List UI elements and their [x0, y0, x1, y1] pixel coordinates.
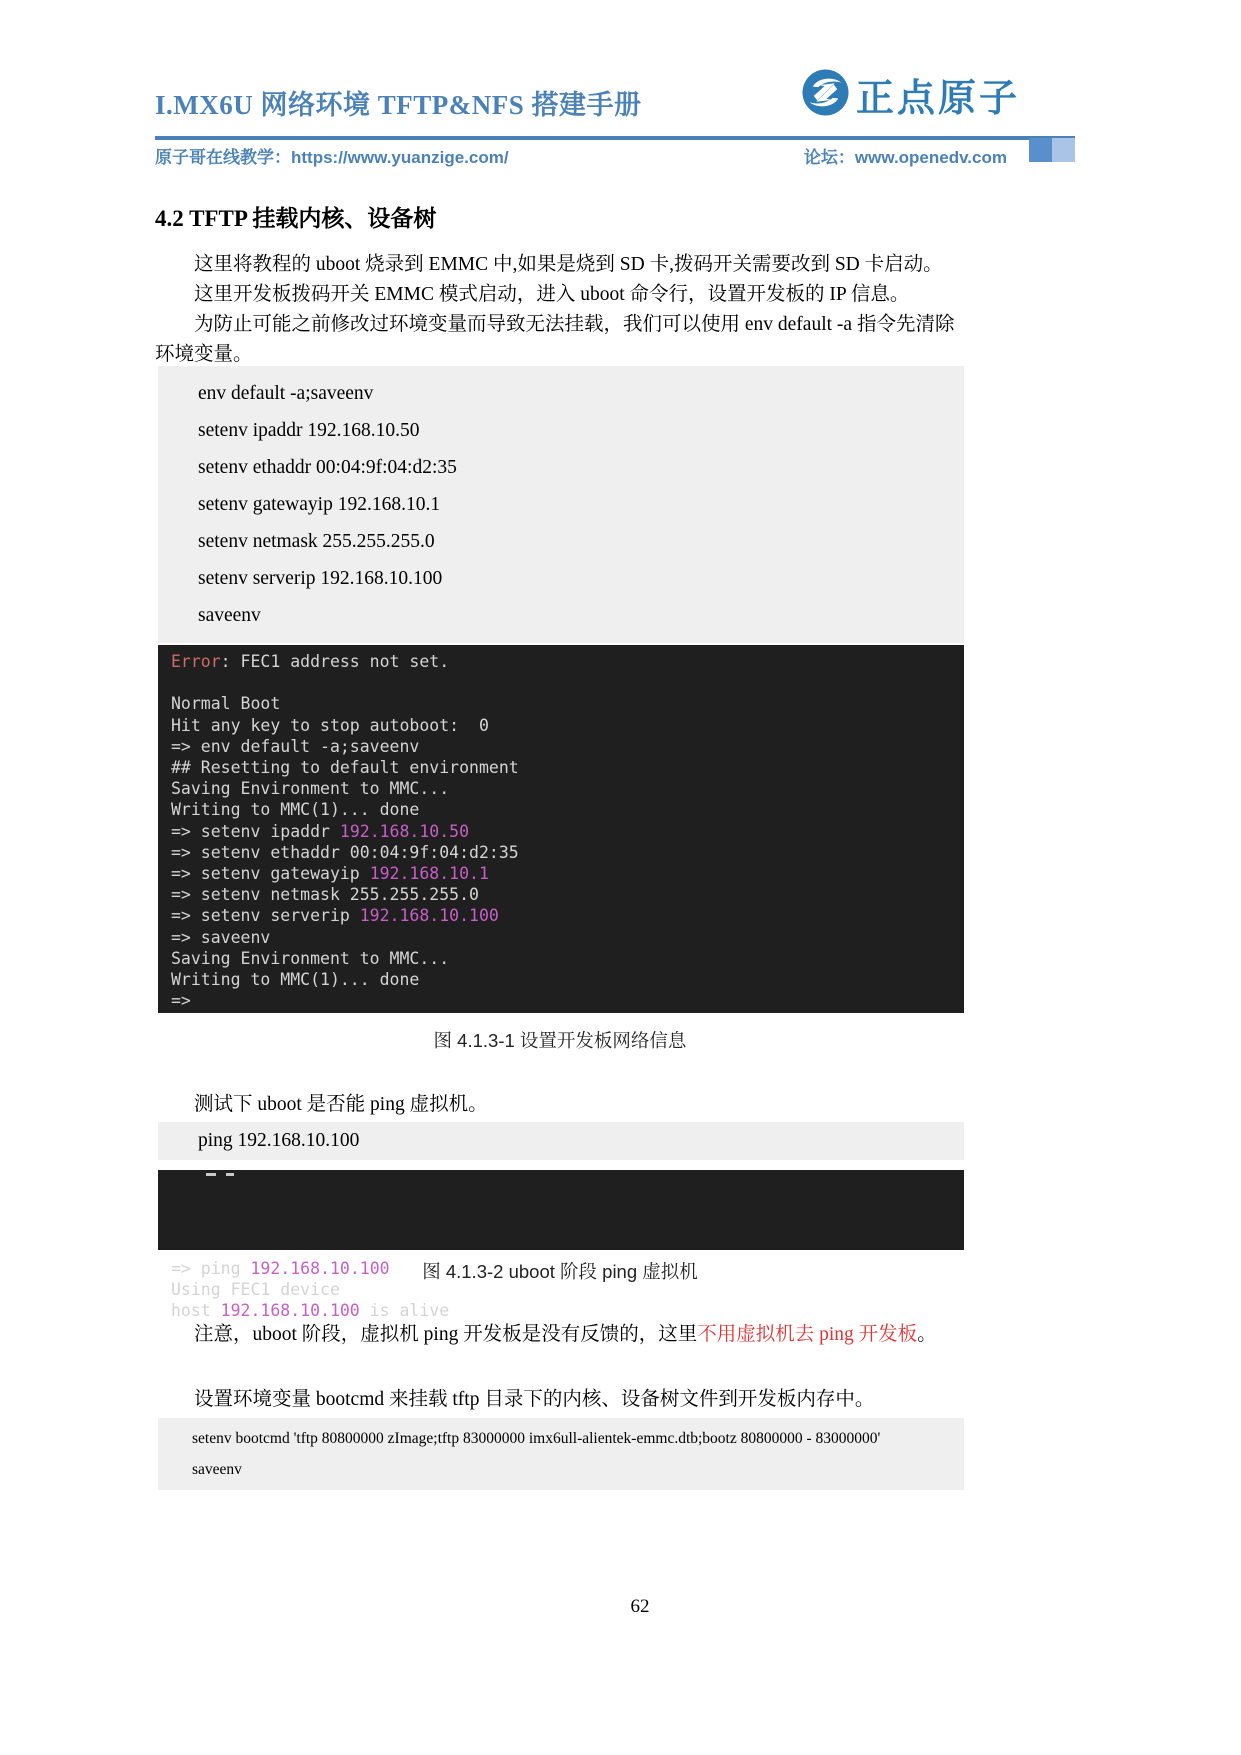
terminal-line: Saving Environment to MMC... [171, 948, 450, 968]
zdyz-logo-icon [802, 69, 849, 121]
terminal-screenshot-env [158, 645, 964, 1013]
section-heading: 4.2 TFTP 挂载内核、设备树 [155, 206, 437, 231]
note-suffix: 。 [917, 1324, 937, 1345]
terminal-line: Writing to MMC(1)... done [171, 970, 420, 990]
page-number: 62 [630, 1596, 650, 1617]
page-header [155, 72, 1075, 167]
figure-caption-1: 图 4.1.3-1 设置开发板网络信息 [433, 1030, 687, 1051]
terminal-clipped-line-artifact [206, 1173, 216, 1176]
forum-label: 论坛： [803, 148, 855, 167]
yuanzige-link[interactable]: https://www.yuanzige.com/ [291, 148, 509, 167]
brand-logo [802, 67, 1020, 122]
terminal-line: Error: FEC1 address not set. [171, 652, 450, 671]
code-line: setenv bootcmd 'tftp 80800000 zImage;tftp 83000000 imx6ull-alientek-emmc.dtb;bootz 80800000 - 83000000' [192, 1430, 881, 1447]
paragraph-bootcmd: 设置环境变量 bootcmd 来挂载 tftp 目录下的内核、设备树文件到开发板内存中。 [194, 1389, 875, 1410]
terminal-line: Hit any key to stop autoboot: 0 [171, 715, 489, 735]
figure-caption-2: 图 4.1.3-2 uboot 阶段 ping 虚拟机 [422, 1261, 698, 1282]
openedv-link[interactable]: www.openedv.com [854, 148, 1007, 167]
corner-square-dark [1029, 138, 1052, 162]
paragraph-note [155, 1320, 1040, 1350]
code-line: env default -a;saveenv [198, 383, 374, 404]
header-sub-row [155, 143, 1075, 167]
brand-name: 正点原子 [855, 78, 1020, 120]
terminal-line: => setenv serverip 192.168.10.100 [171, 906, 499, 926]
code-block-env-setup [158, 366, 964, 643]
terminal-line: => [171, 991, 191, 1011]
code-line: setenv serverip 192.168.10.100 [198, 568, 443, 589]
terminal-line: => setenv gatewayip 192.168.10.1 [171, 864, 489, 884]
code-block-bootcmd [158, 1418, 964, 1490]
terminal-line: => setenv netmask 255.255.255.0 [171, 885, 479, 905]
terminal-line: Using FEC1 device [171, 1280, 340, 1300]
header-divider [155, 136, 1075, 140]
terminal-line: => ping 192.168.10.100 [171, 1259, 390, 1278]
terminal-line: ## Resetting to default environment [171, 758, 519, 778]
header-title-row [155, 72, 1075, 122]
terminal-line: Normal Boot [171, 694, 281, 714]
terminal-line: host 192.168.10.100 is alive [171, 1301, 450, 1321]
forum-link-line [804, 143, 1007, 168]
paragraph-emmc-boot: 这里开发板拨码开关 EMMC 模式启动，进入 uboot 命令行，设置开发板的 IP 信息。 [194, 284, 910, 305]
code-line: setenv ipaddr 192.168.10.50 [198, 420, 420, 441]
teaching-label: 原子哥在线教学： [155, 148, 291, 167]
paragraph-env-default: 为防止可能之前修改过环境变量而导致无法挂载，我们可以使用 env default -a 指令先清除环境变量。 [155, 314, 955, 365]
note-red-warning: 不用虚拟机去 ping 开发板 [697, 1324, 918, 1345]
corner-square-light [1052, 138, 1075, 162]
terminal-line: => saveenv [171, 927, 271, 947]
terminal-line: => setenv ipaddr 192.168.10.50 [171, 821, 470, 841]
terminal-line [171, 672, 964, 693]
code-line: setenv netmask 255.255.255.0 [198, 531, 435, 552]
code-line: saveenv [198, 605, 261, 626]
code-block-ping [158, 1122, 964, 1160]
note-prefix: 注意，uboot 阶段，虚拟机 ping 开发板是没有反馈的，这里 [194, 1324, 698, 1345]
terminal-clipped-line-artifact [226, 1173, 234, 1176]
document-title: I.MX6U 网络环境 TFTP&NFS 搭建手册 [155, 90, 642, 120]
terminal-line: Saving Environment to MMC... [171, 779, 450, 799]
code-line: saveenv [192, 1461, 242, 1478]
paragraph-uboot-burn: 这里将教程的 uboot 烧录到 EMMC 中,如果是烧到 SD 卡,拨码开关需要改到 SD 卡启动。 [194, 254, 943, 275]
code-line: setenv ethaddr 00:04:9f:04:d2:35 [198, 457, 457, 478]
terminal-line: => setenv ethaddr 00:04:9f:04:d2:35 [171, 842, 519, 862]
code-line: ping 192.168.10.100 [198, 1130, 360, 1151]
terminal-line: Writing to MMC(1)... done [171, 800, 420, 820]
code-line: setenv gatewayip 192.168.10.1 [198, 494, 441, 515]
paragraph-ping-test: 测试下 uboot 是否能 ping 虚拟机。 [194, 1094, 488, 1115]
terminal-line: => env default -a;saveenv [171, 736, 420, 756]
teaching-link-line [155, 143, 509, 168]
header-corner-squares [1029, 138, 1075, 162]
